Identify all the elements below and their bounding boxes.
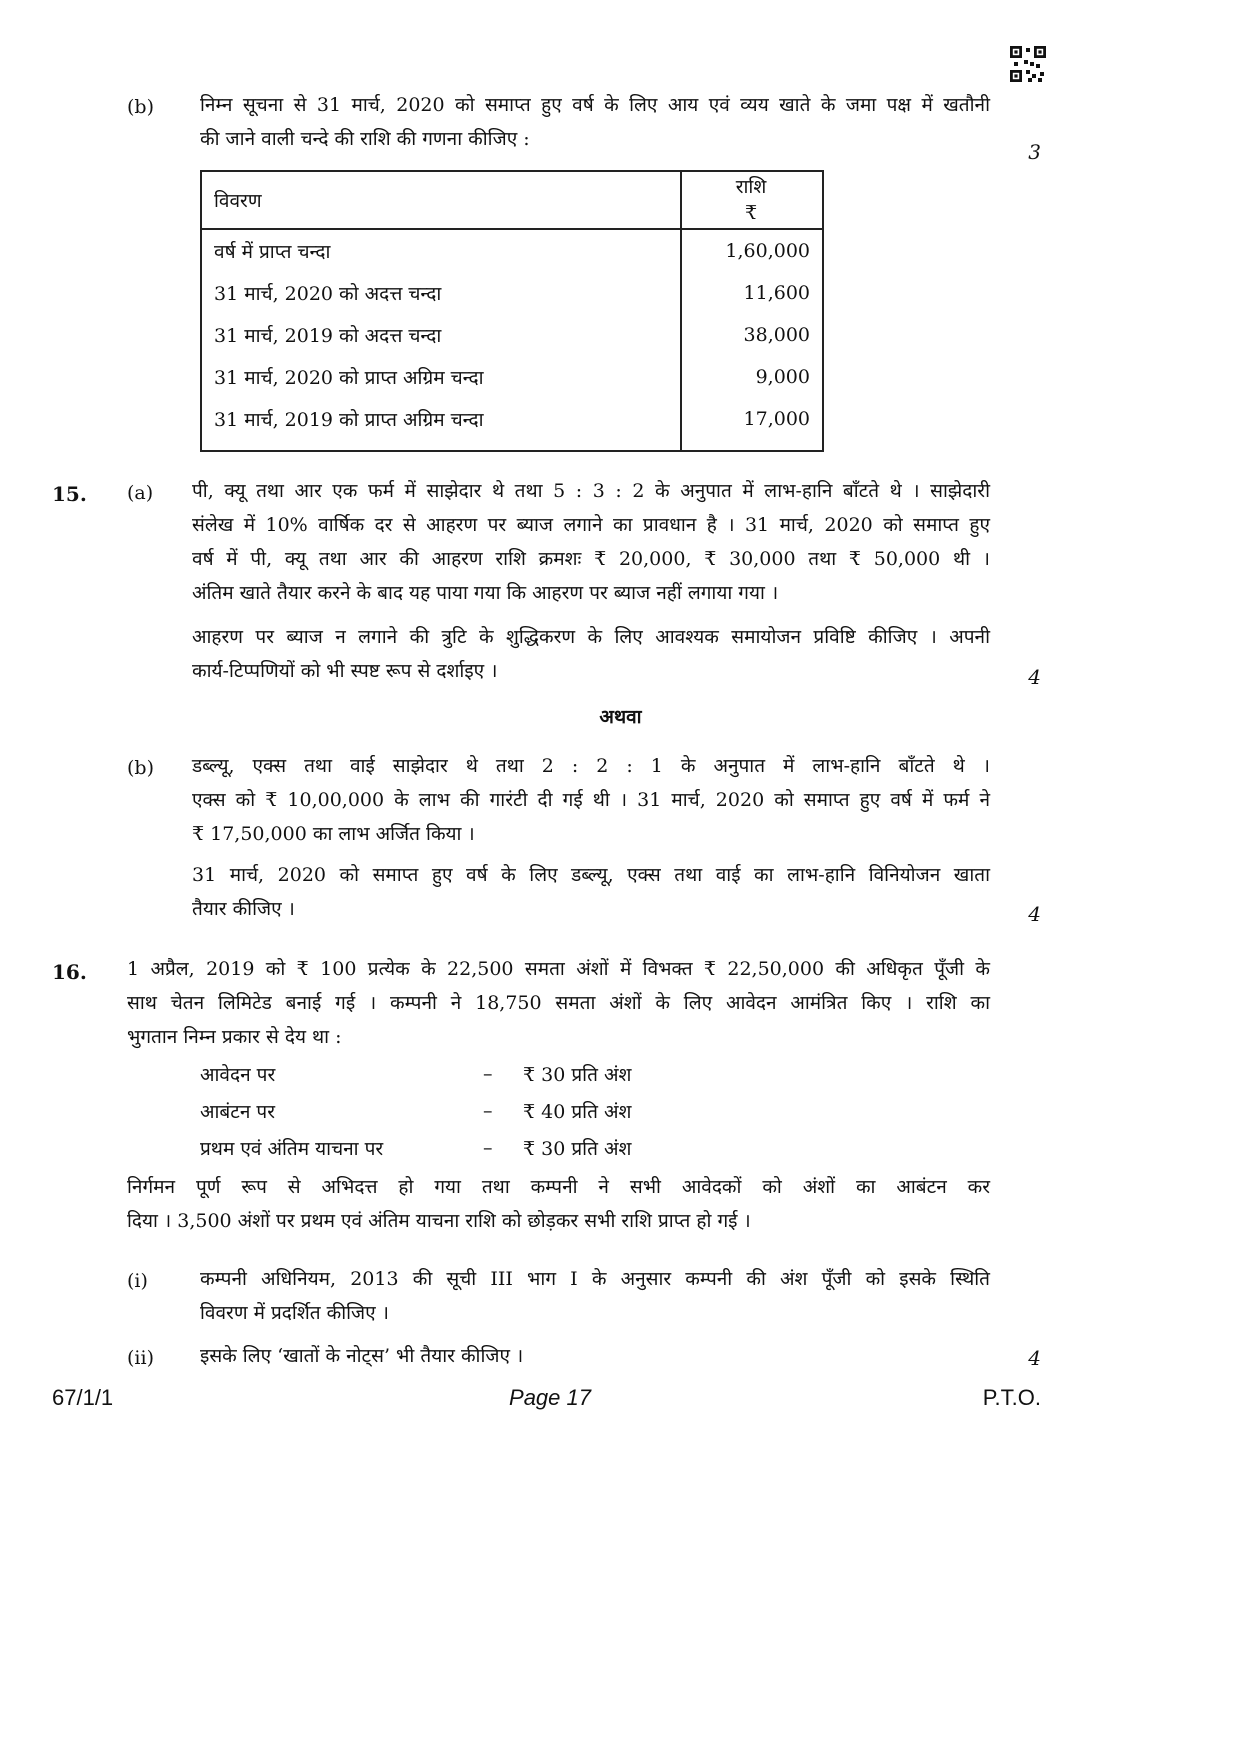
q15a-line: पी, क्यू तथा आर एक फर्म में साझेदार थे तथा 5 : 3 : 2 के अनुपात में लाभ-हानि बाँटते थे । साझेदारी (192, 480, 990, 502)
table-row (202, 314, 822, 356)
q15a-line: आहरण पर ब्याज न लगाने की त्रुटि के शुद्धिकरण के लिए आवश्यक समायोजन प्रविष्टि कीजिए । अपनी (192, 626, 990, 648)
row-particular: वर्ष में प्राप्त चन्दा (214, 241, 331, 263)
q16-line: निर्गमन पूर्ण रूप से अभिदत्त हो गया तथा कम्पनी ने सभी आवेदकों को अंशों का आबंटन कर (127, 1176, 990, 1198)
q16-i-label: (i) (127, 1270, 148, 1292)
payment-stage: आबंटन पर (200, 1100, 275, 1123)
table-header-row (202, 172, 822, 229)
q15b-line: एक्स को ₹ 10,00,000 के लाभ की गारंटी दी गई थी । 31 मार्च, 2020 को समाप्त हुए वर्ष में फर्म ने (192, 789, 990, 811)
subscription-table (200, 170, 824, 452)
q14b-marks: 3 (1028, 140, 1041, 164)
q15b-para1 (192, 749, 990, 851)
subscription-table-grid (202, 172, 822, 440)
payment-dash: – (483, 1099, 493, 1122)
q15a-line: कार्य-टिप्पणियों को भी स्पष्ट रूप से दर्शाइए । (192, 660, 498, 682)
payment-amount: ₹ 40 प्रति अंश (523, 1100, 632, 1123)
q15a-para2 (192, 620, 990, 688)
row-particular: 31 मार्च, 2020 को प्राप्त अग्रिम चन्दा (214, 367, 484, 389)
q16-line: दिया । 3,500 अंशों पर प्रथम एवं अंतिम याचना राशि को छोड़कर सभी राशि प्राप्त हो गई । (127, 1210, 751, 1232)
table-row (202, 356, 822, 398)
payment-stage: आवेदन पर (200, 1063, 276, 1086)
please-turn-over: P.T.O. (982, 1385, 1041, 1410)
q15b-marks: 4 (1028, 902, 1041, 926)
payment-dash: – (483, 1062, 493, 1085)
row-particular: 31 मार्च, 2019 को अदत्त चन्दा (214, 325, 442, 347)
payment-amount: ₹ 30 प्रति अंश (523, 1137, 632, 1160)
q15b-line: डब्ल्यू, एक्स तथा वाई साझेदार थे तथा 2 : 2 : 1 के अनुपात में लाभ-हानि बाँटते थे । (192, 755, 990, 777)
payment-row (200, 1055, 631, 1092)
payment-dash: – (483, 1136, 493, 1159)
row-amount: 38,000 (743, 324, 810, 346)
table-row (202, 272, 822, 314)
row-amount: 17,000 (743, 408, 810, 430)
row-amount: 1,60,000 (725, 240, 810, 262)
or-separator: अथवा (599, 706, 642, 728)
question-number-15: 15. (52, 482, 87, 506)
payment-amount: ₹ 30 प्रति अंश (523, 1063, 632, 1086)
payment-stage: प्रथम एवं अंतिम याचना पर (200, 1137, 384, 1160)
q16-line: 1 अप्रैल, 2019 को ₹ 100 प्रत्येक के 22,500 समता अंशों में विभक्त ₹ 22,50,000 की अधिकृत पूँजी के (127, 958, 990, 980)
payment-schedule (200, 1055, 631, 1166)
q14b-line: निम्न सूचना से 31 मार्च, 2020 को समाप्त हुए वर्ष के लिए आय एवं व्यय खाते के जमा पक्ष में खतौनी (200, 94, 990, 116)
table-row (202, 229, 822, 272)
row-amount: 11,600 (743, 282, 810, 304)
q16-i-line: कम्पनी अधिनियम, 2013 की सूची III भाग I के अनुसार कम्पनी की अंश पूँजी को इसके स्थिति (200, 1268, 990, 1290)
row-particular: 31 मार्च, 2019 को प्राप्त अग्रिम चन्दा (214, 409, 484, 431)
q14b-label: (b) (127, 96, 154, 118)
q16-intro (127, 952, 990, 1054)
q16-ii-text: इसके लिए ‘खातों के नोट्स’ भी तैयार कीजिए । (200, 1345, 524, 1367)
q14b-question (200, 88, 990, 156)
paper-code: 67/1/1 (52, 1385, 114, 1410)
q15a-line: अंतिम खाते तैयार करने के बाद यह पाया गया कि आहरण पर ब्याज नहीं लगाया गया । (192, 582, 779, 604)
q15a-marks: 4 (1028, 665, 1041, 689)
row-amount: 9,000 (755, 366, 810, 388)
payment-row (200, 1129, 631, 1166)
q16-line: भुगतान निम्न प्रकार से देय था : (127, 1026, 342, 1048)
table-header-amount (680, 172, 822, 229)
q15a-para1 (192, 474, 990, 610)
q15a-label: (a) (127, 482, 154, 504)
table-header-particulars: विवरण (202, 172, 680, 229)
q15b-line: 31 मार्च, 2020 को समाप्त हुए वर्ष के लिए डब्ल्यू, एक्स तथा वाई का लाभ-हानि विनियोजन खाता (192, 864, 990, 886)
q15a-line: वर्ष में पी, क्यू तथा आर की आहरण राशि क्रमशः ₹ 20,000, ₹ 30,000 तथा ₹ 50,000 थी । (192, 548, 990, 570)
payment-row (200, 1092, 631, 1129)
table-row (202, 398, 822, 440)
row-particular: 31 मार्च, 2020 को अदत्त चन्दा (214, 283, 442, 305)
amount-header-label: राशि (735, 176, 767, 198)
q16-line: साथ चेतन लिमिटेड बनाई गई । कम्पनी ने 18,750 समता अंशों के लिए आवेदन आमंत्रित किए । राशि का (127, 992, 990, 1014)
question-number-16: 16. (52, 960, 87, 984)
q16-i-line: विवरण में प्रदर्शित कीजिए । (200, 1302, 389, 1324)
q15b-line: तैयार कीजिए । (192, 898, 295, 920)
q16-marks: 4 (1028, 1346, 1041, 1370)
q15a-line: संलेख में 10% वार्षिक दर से आहरण पर ब्याज लगाने का प्रावधान है । 31 मार्च, 2020 को समाप्त हुए (192, 514, 990, 536)
q15b-line: ₹ 17,50,000 का लाभ अर्जित किया । (192, 823, 475, 845)
q15b-para2 (192, 858, 990, 926)
q16-i-text (200, 1262, 990, 1330)
page-number: Page 17 (509, 1385, 591, 1410)
q14b-line: की जाने वाली चन्दे की राशि की गणना कीजिए : (200, 128, 530, 150)
q16-ii-label: (ii) (127, 1347, 154, 1369)
qr-code-icon (1010, 46, 1046, 82)
q15b-label: (b) (127, 757, 154, 779)
rupee-symbol: ₹ (744, 202, 758, 224)
q16-para2 (127, 1170, 990, 1238)
